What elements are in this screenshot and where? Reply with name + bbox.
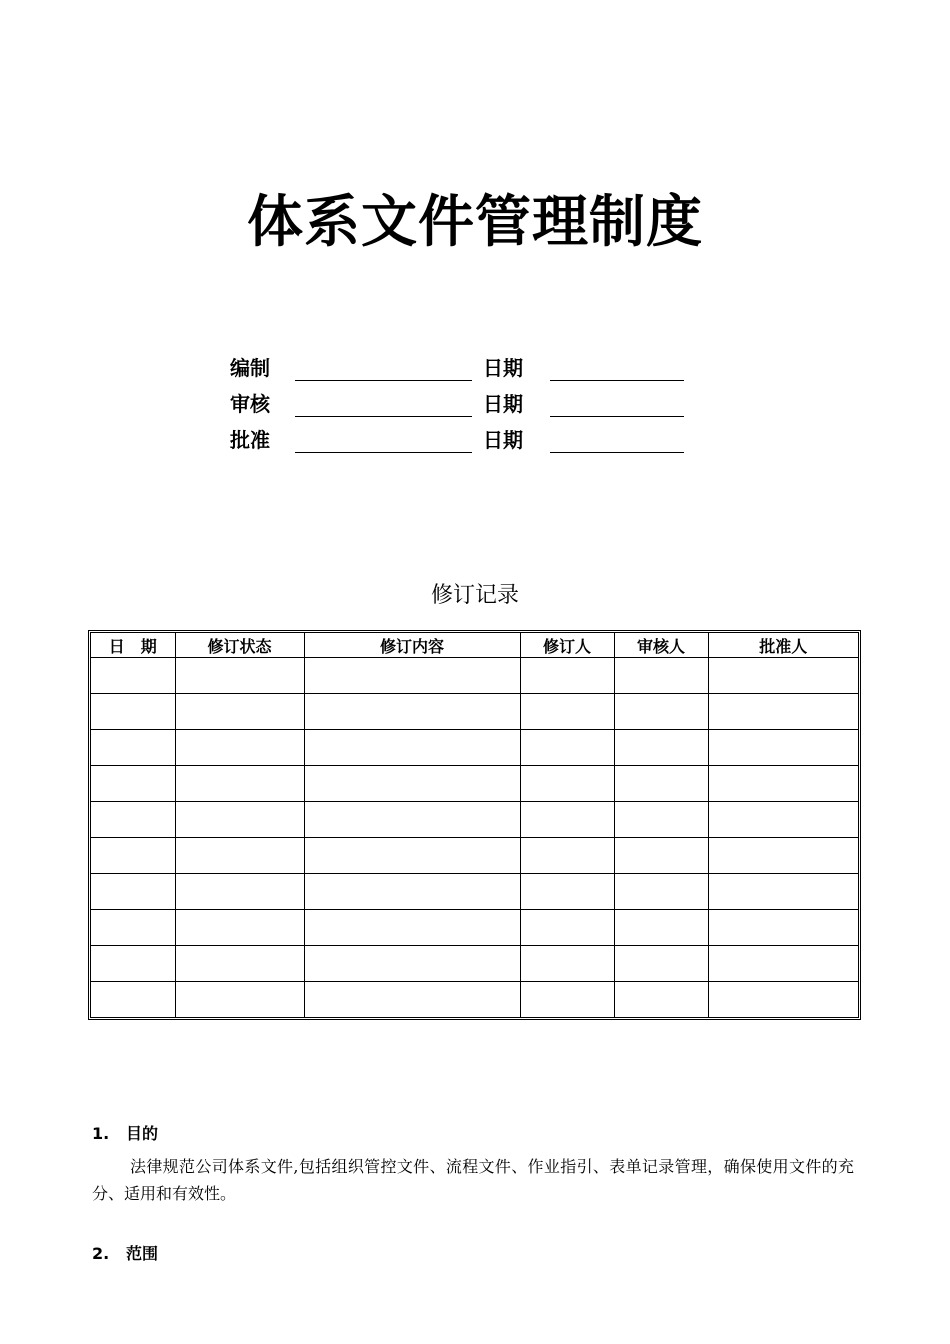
table-cell[interactable] xyxy=(91,910,175,946)
table-row xyxy=(91,982,858,1018)
table-cell[interactable] xyxy=(520,982,614,1018)
signoff-role-label: 批准 xyxy=(230,428,270,452)
table-cell[interactable] xyxy=(520,766,614,802)
table-cell[interactable] xyxy=(614,730,708,766)
table-cell[interactable] xyxy=(304,946,520,982)
table-cell[interactable] xyxy=(304,982,520,1018)
table-cell[interactable] xyxy=(614,874,708,910)
table-cell[interactable] xyxy=(614,982,708,1018)
table-cell[interactable] xyxy=(91,766,175,802)
table-cell[interactable] xyxy=(175,874,304,910)
column-header-approver: 批准人 xyxy=(708,633,858,658)
section-number: 2. xyxy=(92,1244,110,1263)
table-cell[interactable] xyxy=(614,946,708,982)
date-line xyxy=(550,452,684,453)
table-row xyxy=(91,802,858,838)
section-heading-scope xyxy=(92,1241,158,1264)
date-line xyxy=(550,416,684,417)
signoff-row-prepared xyxy=(0,352,950,388)
column-header-content: 修订内容 xyxy=(304,633,520,658)
table-cell[interactable] xyxy=(175,910,304,946)
table-row xyxy=(91,910,858,946)
table-cell[interactable] xyxy=(304,766,520,802)
table-cell[interactable] xyxy=(91,802,175,838)
table-cell[interactable] xyxy=(614,658,708,694)
table-cell[interactable] xyxy=(708,658,858,694)
date-label: 日期 xyxy=(483,356,523,380)
table-row xyxy=(91,730,858,766)
section-body-purpose: 法律规范公司体系文件,包括组织管控文件、流程文件、作业指引、表单记录管理，确保使用文件的充分、适用和有效性。 xyxy=(92,1157,854,1203)
table-cell[interactable] xyxy=(304,694,520,730)
table-cell[interactable] xyxy=(175,838,304,874)
table-cell[interactable] xyxy=(175,730,304,766)
table-row xyxy=(91,694,858,730)
table-cell[interactable] xyxy=(614,838,708,874)
table-cell[interactable] xyxy=(708,982,858,1018)
column-header-status: 修订状态 xyxy=(175,633,304,658)
table-cell[interactable] xyxy=(304,838,520,874)
column-header-reviser: 修订人 xyxy=(520,633,614,658)
table-cell[interactable] xyxy=(175,694,304,730)
column-header-date: 日 期 xyxy=(91,633,175,658)
table-cell[interactable] xyxy=(304,802,520,838)
signature-line xyxy=(295,452,472,453)
section-title: 范围 xyxy=(126,1244,159,1263)
table-cell[interactable] xyxy=(520,874,614,910)
table-cell[interactable] xyxy=(520,694,614,730)
section-number: 1. xyxy=(92,1124,110,1143)
table-cell[interactable] xyxy=(91,946,175,982)
revision-table-frame xyxy=(88,630,861,1020)
table-cell[interactable] xyxy=(175,946,304,982)
table-row xyxy=(91,766,858,802)
revision-record-title: 修订记录 xyxy=(430,583,519,608)
date-line xyxy=(550,380,684,381)
table-cell[interactable] xyxy=(708,802,858,838)
table-header-row xyxy=(91,633,858,658)
date-label: 日期 xyxy=(483,428,523,452)
table-cell[interactable] xyxy=(91,838,175,874)
table-cell[interactable] xyxy=(91,982,175,1018)
table-cell[interactable] xyxy=(614,766,708,802)
table-cell[interactable] xyxy=(175,658,304,694)
table-cell[interactable] xyxy=(614,910,708,946)
table-cell[interactable] xyxy=(708,838,858,874)
signoff-row-reviewed xyxy=(0,388,950,424)
table-row xyxy=(91,946,858,982)
signoff-role-label: 审核 xyxy=(230,392,270,416)
table-cell[interactable] xyxy=(175,982,304,1018)
table-cell[interactable] xyxy=(614,802,708,838)
table-cell[interactable] xyxy=(614,694,708,730)
table-cell[interactable] xyxy=(520,730,614,766)
document-title: 体系文件管理制度 xyxy=(247,190,703,255)
table-cell[interactable] xyxy=(304,874,520,910)
table-cell[interactable] xyxy=(175,802,304,838)
table-cell[interactable] xyxy=(708,730,858,766)
table-cell[interactable] xyxy=(708,946,858,982)
column-header-reviewer: 审核人 xyxy=(614,633,708,658)
table-cell[interactable] xyxy=(708,694,858,730)
table-cell[interactable] xyxy=(520,658,614,694)
date-label: 日期 xyxy=(483,392,523,416)
table-row xyxy=(91,874,858,910)
section-title: 目的 xyxy=(126,1124,159,1143)
table-cell[interactable] xyxy=(708,766,858,802)
table-cell[interactable] xyxy=(91,694,175,730)
signature-line xyxy=(295,380,472,381)
table-cell[interactable] xyxy=(91,874,175,910)
section-heading-purpose xyxy=(92,1121,158,1144)
table-cell[interactable] xyxy=(520,802,614,838)
revision-table-body xyxy=(91,658,858,1018)
revision-table xyxy=(91,633,858,1017)
table-row xyxy=(91,658,858,694)
table-cell[interactable] xyxy=(91,658,175,694)
table-cell[interactable] xyxy=(91,730,175,766)
table-cell[interactable] xyxy=(520,910,614,946)
table-cell[interactable] xyxy=(304,730,520,766)
table-cell[interactable] xyxy=(520,946,614,982)
table-cell[interactable] xyxy=(304,658,520,694)
table-cell[interactable] xyxy=(304,910,520,946)
signature-line xyxy=(295,416,472,417)
signoff-role-label: 编制 xyxy=(230,356,270,380)
table-cell[interactable] xyxy=(708,874,858,910)
signoff-row-approved xyxy=(0,424,950,460)
table-cell[interactable] xyxy=(520,838,614,874)
table-cell[interactable] xyxy=(175,766,304,802)
table-cell[interactable] xyxy=(708,910,858,946)
table-row xyxy=(91,838,858,874)
